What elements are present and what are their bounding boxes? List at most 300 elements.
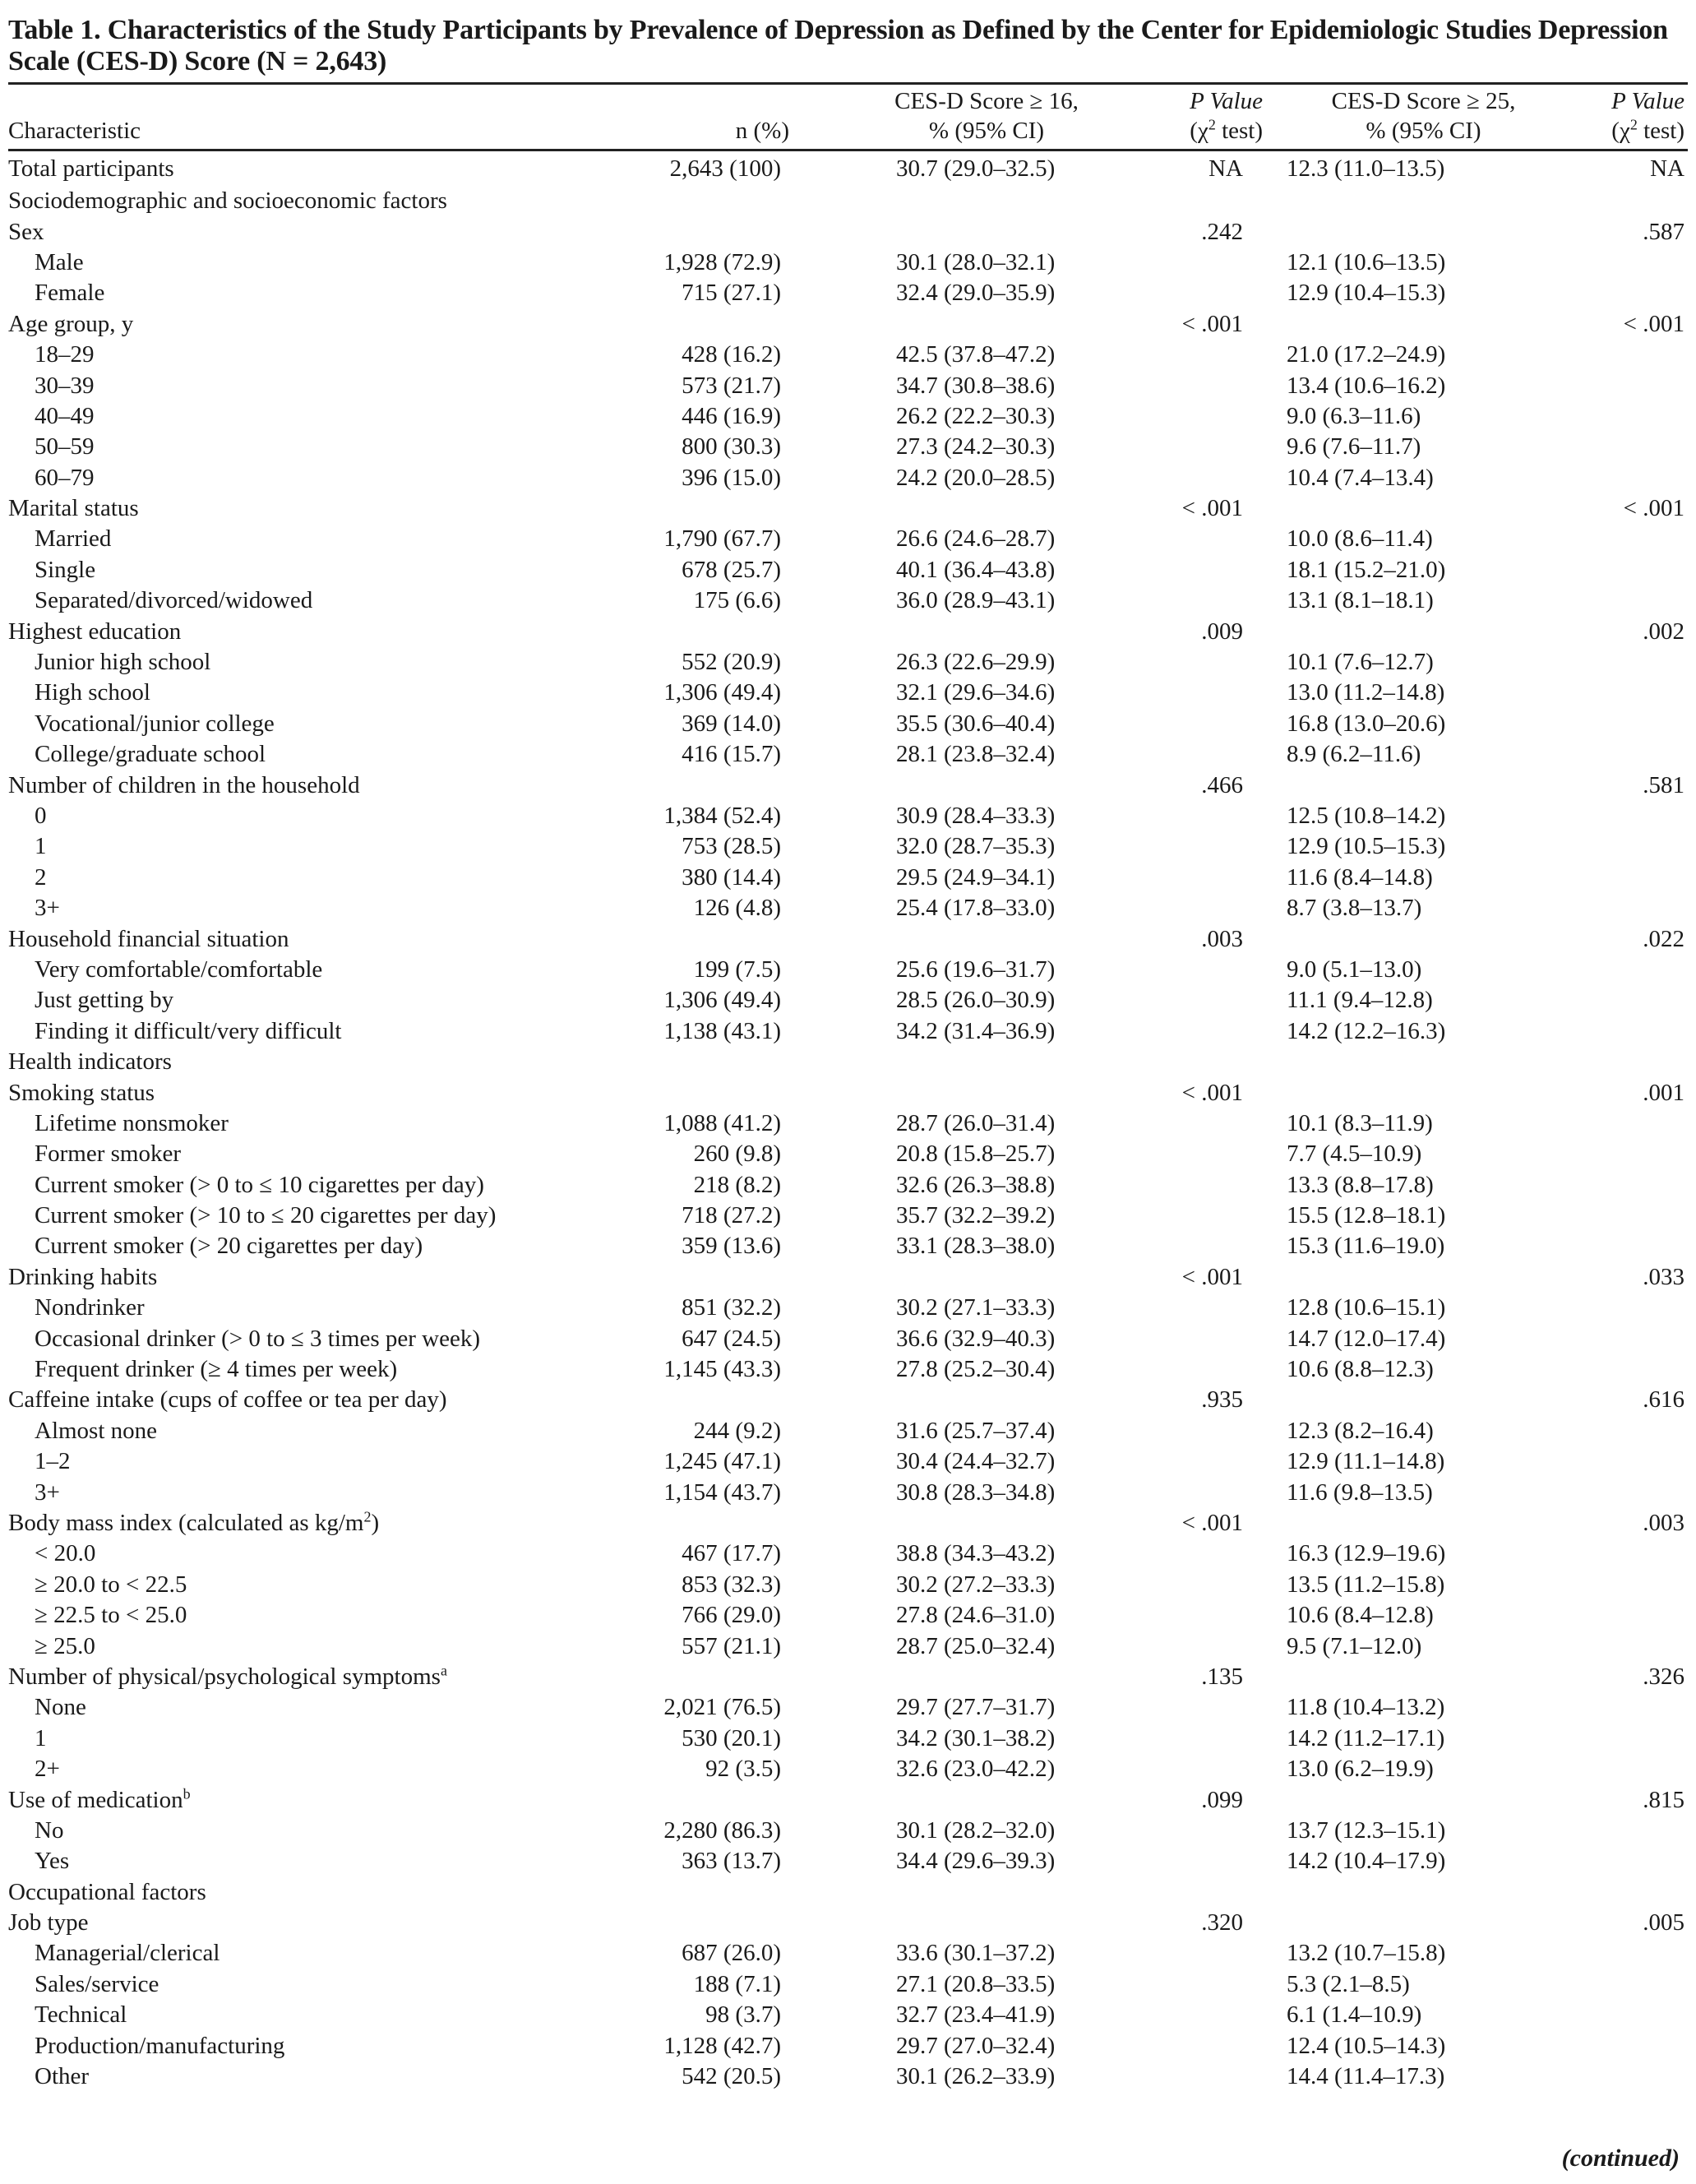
header-ces25-line1: CES-D Score ≥ 25, <box>1331 88 1516 114</box>
ces16-cell <box>822 1508 1151 1539</box>
p16-cell <box>1151 955 1266 985</box>
table-row <box>8 678 1688 708</box>
row-label-text: Sales/service <box>35 1970 159 1997</box>
p16-cell <box>1151 801 1266 831</box>
ces16-cell: 32.1 (29.6–34.6) <box>896 679 1056 706</box>
n-cell: 396 (15.0) <box>682 464 781 491</box>
row-label-text: Number of physical/psychological symptoms <box>8 1663 441 1690</box>
row-label <box>8 555 633 585</box>
ces16-cell: 26.2 (22.2–30.3) <box>896 402 1056 429</box>
ces25-cell: 16.8 (13.0–20.6) <box>1287 710 1446 737</box>
ces16-cell: 33.1 (28.3–38.0) <box>896 1233 1056 1260</box>
ces16-cell: 38.8 (34.3–43.2) <box>896 1540 1056 1567</box>
p16-cell <box>1151 1846 1266 1876</box>
n-cell: 369 (14.0) <box>682 710 781 737</box>
n-cell: 92 (3.5) <box>705 1756 781 1783</box>
row-label <box>8 1416 633 1446</box>
ces16-cell: 27.1 (20.8–33.5) <box>896 1970 1056 1997</box>
row-label-text: Finding it difficult/very difficult <box>35 1017 342 1044</box>
n-cell: 98 (3.7) <box>705 2001 781 2029</box>
p25-cell <box>1581 709 1688 739</box>
table-row <box>8 2030 1688 2061</box>
row-label <box>8 1077 633 1108</box>
p16-cell <box>1151 1108 1266 1139</box>
ces25-cell: 14.7 (12.0–17.4) <box>1287 1325 1446 1352</box>
p16-cell <box>1151 1724 1266 1754</box>
n-cell <box>633 616 822 646</box>
p25-cell <box>1581 1293 1688 1323</box>
header-p16 <box>1151 84 1266 150</box>
p25-cell: .815 <box>1643 1786 1684 1813</box>
p25-cell: .581 <box>1643 771 1684 798</box>
header-p16-line1: P Value <box>1190 88 1263 114</box>
row-label <box>8 1201 633 1231</box>
row-label-text: 30–39 <box>35 372 95 399</box>
p16-cell <box>1151 2030 1266 2061</box>
ces16-cell: 26.3 (22.6–29.9) <box>896 649 1056 676</box>
n-cell <box>633 1662 822 1692</box>
ces25-cell <box>1266 1077 1581 1108</box>
ces25-cell: 12.1 (10.6–13.5) <box>1287 248 1446 275</box>
ces25-cell <box>1266 770 1581 800</box>
row-label <box>8 2000 633 2030</box>
row-label-text: Occasional drinker (> 0 to ≤ 3 times per week) <box>35 1325 481 1352</box>
ces16-cell: 34.2 (31.4–36.9) <box>896 1017 1056 1044</box>
p25-cell <box>1581 340 1688 370</box>
ces25-cell: 13.2 (10.7–15.8) <box>1287 1940 1446 1967</box>
ces25-cell: 12.5 (10.8–14.2) <box>1287 803 1446 829</box>
row-label <box>8 893 633 923</box>
header-p16-line2: ($\chi^2$ test) <box>1190 116 1263 144</box>
continued-note: (continued) <box>1561 2145 1680 2172</box>
p25-cell <box>1581 1724 1688 1754</box>
p16-cell <box>1151 1416 1266 1446</box>
ces25-cell <box>1266 493 1581 524</box>
p16-cell <box>1151 1016 1266 1047</box>
footnote-marker: 2 <box>363 1508 372 1525</box>
p16-cell <box>1151 1969 1266 2000</box>
p16-cell <box>1151 524 1266 554</box>
row-label <box>8 1662 633 1692</box>
row-label <box>8 1938 633 1969</box>
table-row <box>8 1816 1688 1846</box>
category-row <box>8 1077 1688 1108</box>
p16-cell <box>1151 1570 1266 1600</box>
row-label <box>8 1570 633 1600</box>
p25-cell <box>1581 1938 1688 1969</box>
row-label <box>8 278 633 308</box>
p16-cell: < .001 <box>1181 1079 1243 1106</box>
p16-cell <box>1151 1600 1266 1631</box>
p25-cell <box>1581 1692 1688 1723</box>
header-p25 <box>1581 84 1688 150</box>
ces25-cell: 11.6 (8.4–14.8) <box>1287 863 1433 891</box>
p16-cell <box>1151 585 1266 616</box>
ces16-cell: 30.8 (28.3–34.8) <box>896 1478 1056 1506</box>
ces16-cell: 32.0 (28.7–35.3) <box>896 833 1056 860</box>
n-cell <box>633 1784 822 1815</box>
p25-cell <box>1581 801 1688 831</box>
n-cell: 800 (30.3) <box>682 433 781 460</box>
row-label-text: No <box>35 1816 64 1844</box>
p16-cell <box>1151 555 1266 585</box>
p16-cell: < .001 <box>1181 310 1243 337</box>
p25-cell <box>1581 1754 1688 1784</box>
p25-cell <box>1581 524 1688 554</box>
table-row <box>8 647 1688 678</box>
p25-cell: .002 <box>1643 618 1684 645</box>
p25-cell <box>1581 1170 1688 1201</box>
p25-cell <box>1581 432 1688 462</box>
row-label-text: Former smoker <box>35 1141 181 1168</box>
row-label-text: Lifetime nonsmoker <box>35 1109 229 1136</box>
p16-cell <box>1151 1754 1266 1784</box>
p16-cell: NA <box>1208 155 1243 182</box>
row-label-text: 1–2 <box>35 1448 71 1475</box>
section-row <box>8 186 1688 216</box>
n-cell: 687 (26.0) <box>682 1940 781 1967</box>
ces16-cell <box>822 923 1151 954</box>
category-row <box>8 493 1688 524</box>
row-label-text: High school <box>35 679 150 706</box>
ces16-cell: 36.6 (32.9–40.3) <box>896 1325 1056 1352</box>
header-n-label: n (%) <box>735 118 789 144</box>
table-row <box>8 248 1688 278</box>
p16-cell <box>1151 1692 1266 1723</box>
row-label <box>8 585 633 616</box>
header-n <box>633 84 822 150</box>
p25-cell <box>1581 1323 1688 1353</box>
ces25-cell: 18.1 (15.2–21.0) <box>1287 556 1446 583</box>
p25-cell: .003 <box>1643 1509 1684 1536</box>
ces25-cell: 15.5 (12.8–18.1) <box>1287 1202 1446 1229</box>
row-label <box>8 801 633 831</box>
ces25-cell: 11.6 (9.8–13.5) <box>1287 1478 1433 1506</box>
table-row <box>8 370 1688 400</box>
row-label <box>8 150 633 187</box>
ces16-cell <box>822 1262 1151 1293</box>
header-ces16 <box>822 84 1151 150</box>
n-cell: 557 (21.1) <box>682 1632 781 1659</box>
n-cell <box>633 770 822 800</box>
p16-cell <box>1151 278 1266 308</box>
n-cell: 678 (25.7) <box>682 556 781 583</box>
ces25-cell: 10.6 (8.8–12.3) <box>1287 1356 1434 1383</box>
ces25-cell: 14.2 (10.4–17.9) <box>1287 1848 1446 1875</box>
table-row <box>8 1969 1688 2000</box>
ces16-cell: 32.7 (23.4–41.9) <box>896 2001 1056 2029</box>
p25-cell <box>1581 1108 1688 1139</box>
ces25-cell: 5.3 (2.1–8.5) <box>1287 1970 1410 1997</box>
row-label <box>8 1231 633 1261</box>
row-label-text: College/graduate school <box>35 741 266 768</box>
ces16-cell: 28.7 (25.0–32.4) <box>896 1632 1056 1659</box>
row-label-text: Technical <box>35 2001 127 2029</box>
n-cell: 1,384 (52.4) <box>663 803 781 829</box>
row-label-text: Very comfortable/comfortable <box>35 956 323 983</box>
row-label-text: Caffeine intake (cups of coffee or tea per day) <box>8 1386 447 1414</box>
table-row <box>8 1323 1688 1353</box>
row-label-text: 18–29 <box>35 341 95 368</box>
section-row <box>8 1047 1688 1077</box>
p25-cell <box>1581 1201 1688 1231</box>
row-label-text: 1 <box>35 833 47 860</box>
row-label-text: Current smoker (> 10 to ≤ 20 cigarettes per day) <box>35 1202 497 1229</box>
p25-cell <box>1581 1016 1688 1047</box>
ces16-cell <box>822 616 1151 646</box>
ces16-cell: 32.6 (23.0–42.2) <box>896 1756 1056 1783</box>
table-title: Table 1. Characteristics of the Study Participants by Prevalence of Depression as Defined by the Center for Epidemiologic Studies Depression Scale (CES-D) Score (N = 2,643) <box>8 15 1668 76</box>
ces25-cell <box>1266 923 1581 954</box>
p25-cell <box>1581 1446 1688 1477</box>
row-label <box>8 923 633 954</box>
p16-cell <box>1151 1231 1266 1261</box>
ces25-cell: 10.0 (8.6–11.4) <box>1287 525 1433 553</box>
header-p25-line2: ($\chi^2$ test) <box>1611 116 1684 144</box>
p25-cell <box>1581 1969 1688 2000</box>
category-row <box>8 1784 1688 1815</box>
n-cell: 1,145 (43.3) <box>663 1356 781 1383</box>
ces25-cell: 9.0 (5.1–13.0) <box>1287 956 1422 983</box>
row-label-suffix: ) <box>371 1509 380 1536</box>
row-label-text: Married <box>35 525 112 553</box>
row-label <box>8 1354 633 1385</box>
header-ces16-line1: CES-D Score ≥ 16, <box>894 88 1079 114</box>
ces16-cell: 30.1 (28.0–32.1) <box>896 248 1056 275</box>
n-cell: 573 (21.7) <box>682 372 781 399</box>
ces16-cell: 27.8 (24.6–31.0) <box>896 1602 1056 1629</box>
ces25-cell: 13.0 (6.2–19.9) <box>1287 1756 1434 1783</box>
table-row <box>8 709 1688 739</box>
header-row <box>8 84 1688 150</box>
row-label-text: ≥ 25.0 <box>35 1632 95 1659</box>
row-label-text: Nondrinker <box>35 1294 145 1321</box>
p25-cell <box>1581 278 1688 308</box>
row-label-text: Male <box>35 248 84 275</box>
n-cell: 428 (16.2) <box>682 341 781 368</box>
row-label-text: Junior high school <box>35 649 211 676</box>
ces25-cell: 10.6 (8.4–12.8) <box>1287 1602 1434 1629</box>
row-label-text: Almost none <box>35 1417 158 1444</box>
n-cell: 1,790 (67.7) <box>663 525 781 553</box>
row-label <box>8 1969 633 2000</box>
n-cell: 552 (20.9) <box>682 649 781 676</box>
row-label-text: Number of children in the household <box>8 771 360 798</box>
characteristics-table <box>8 82 1688 2092</box>
p16-cell <box>1151 432 1266 462</box>
p25-cell <box>1581 1600 1688 1631</box>
ces16-cell: 27.3 (24.2–30.3) <box>896 433 1056 460</box>
row-label <box>8 863 633 893</box>
ces25-cell: 14.2 (11.2–17.1) <box>1287 1724 1445 1751</box>
row-label <box>8 709 633 739</box>
ces25-cell: 15.3 (11.6–19.0) <box>1287 1233 1445 1260</box>
ces16-cell <box>822 770 1151 800</box>
table-row <box>8 1570 1688 1600</box>
p25-cell <box>1581 1570 1688 1600</box>
n-cell: 647 (24.5) <box>682 1325 781 1352</box>
ces25-cell: 8.7 (3.8–13.7) <box>1287 895 1422 922</box>
row-label <box>8 340 633 370</box>
p25-cell <box>1581 893 1688 923</box>
ces16-cell: 27.8 (25.2–30.4) <box>896 1356 1056 1383</box>
section-label: Sociodemographic and socioeconomic factors <box>8 187 447 215</box>
ces25-cell <box>1266 1385 1581 1415</box>
n-cell: 446 (16.9) <box>682 402 781 429</box>
p25-cell <box>1581 1231 1688 1261</box>
n-cell: 718 (27.2) <box>682 1202 781 1229</box>
n-cell <box>633 309 822 340</box>
ces25-cell: 12.9 (10.4–15.3) <box>1287 280 1446 307</box>
row-label-text: Frequent drinker (≥ 4 times per week) <box>35 1356 398 1383</box>
n-cell <box>633 1077 822 1108</box>
row-label <box>8 1631 633 1661</box>
p16-cell: .003 <box>1201 925 1243 952</box>
n-cell: 1,128 (42.7) <box>663 2032 781 2059</box>
row-label <box>8 1784 633 1815</box>
p25-cell: < .001 <box>1623 495 1684 522</box>
n-cell: 542 (20.5) <box>682 2063 781 2090</box>
n-cell: 2,021 (76.5) <box>663 1694 781 1721</box>
row-label <box>8 432 633 462</box>
row-label <box>8 1816 633 1846</box>
table-row <box>8 463 1688 493</box>
table-row <box>8 1724 1688 1754</box>
n-cell: 1,306 (49.4) <box>663 679 781 706</box>
p16-cell: .320 <box>1201 1909 1243 1936</box>
row-label <box>8 1600 633 1631</box>
ces16-cell: 34.2 (30.1–38.2) <box>896 1724 1056 1751</box>
ces16-cell: 33.6 (30.1–37.2) <box>896 1940 1056 1967</box>
p25-cell: .001 <box>1643 1079 1684 1106</box>
table-row <box>8 863 1688 893</box>
p25-cell <box>1581 585 1688 616</box>
p16-cell: .935 <box>1201 1386 1243 1414</box>
row-label-text: Managerial/clerical <box>35 1940 220 1967</box>
row-label <box>8 524 633 554</box>
category-row <box>8 1385 1688 1415</box>
section-label: Health indicators <box>8 1048 172 1076</box>
p25-cell <box>1581 985 1688 1016</box>
category-row <box>8 1908 1688 1938</box>
p25-cell: .022 <box>1643 925 1684 952</box>
p16-cell <box>1151 1323 1266 1353</box>
p16-cell <box>1151 1539 1266 1569</box>
n-cell: 530 (20.1) <box>682 1724 781 1751</box>
row-label <box>8 1477 633 1507</box>
p25-cell <box>1581 2000 1688 2030</box>
table-row <box>8 801 1688 831</box>
table-row <box>8 278 1688 308</box>
n-cell: 1,154 (43.7) <box>663 1478 781 1506</box>
table-row <box>8 985 1688 1016</box>
p16-cell <box>1151 678 1266 708</box>
p16-cell <box>1151 647 1266 678</box>
ces25-cell: 10.1 (8.3–11.9) <box>1287 1109 1433 1136</box>
n-cell: 126 (4.8) <box>693 895 781 922</box>
p25-cell <box>1581 1354 1688 1385</box>
n-cell: 715 (27.1) <box>682 280 781 307</box>
row-label-text: 60–79 <box>35 464 95 491</box>
category-row <box>8 1508 1688 1539</box>
p25-cell <box>1581 1846 1688 1876</box>
row-label <box>8 493 633 524</box>
row-label-text: Highest education <box>8 618 182 645</box>
table-row <box>8 1539 1688 1569</box>
p25-cell <box>1581 1539 1688 1569</box>
ces16-cell: 28.5 (26.0–30.9) <box>896 987 1056 1014</box>
header-ces16-line2: % (95% CI) <box>928 118 1045 144</box>
ces25-cell <box>1266 1662 1581 1692</box>
ces16-cell: 28.7 (26.0–31.4) <box>896 1109 1056 1136</box>
section-label: Occupational factors <box>8 1878 206 1905</box>
ces25-cell: 11.1 (9.4–12.8) <box>1287 987 1433 1014</box>
table-row <box>8 955 1688 985</box>
ces16-cell: 35.5 (30.6–40.4) <box>896 710 1056 737</box>
row-label <box>8 647 633 678</box>
p25-cell <box>1581 678 1688 708</box>
table-row <box>8 1754 1688 1784</box>
row-label-text: 50–59 <box>35 433 95 460</box>
p16-cell <box>1151 370 1266 400</box>
n-cell: 1,306 (49.4) <box>663 987 781 1014</box>
p25-cell <box>1581 647 1688 678</box>
n-cell <box>633 1385 822 1415</box>
category-row <box>8 216 1688 247</box>
ces16-cell: 30.1 (28.2–32.0) <box>896 1816 1056 1844</box>
p16-cell: < .001 <box>1181 495 1243 522</box>
footnote-marker: a <box>440 1662 447 1679</box>
footnote-marker: b <box>183 1784 191 1802</box>
p16-cell: .135 <box>1201 1663 1243 1690</box>
row-label-text: Use of medication <box>8 1786 183 1813</box>
ces16-cell: 40.1 (36.4–43.8) <box>896 556 1056 583</box>
p25-cell <box>1581 2061 1688 2092</box>
ces25-cell: 11.8 (10.4–13.2) <box>1287 1694 1445 1721</box>
table-row <box>8 585 1688 616</box>
n-cell: 359 (13.6) <box>682 1233 781 1260</box>
p16-cell: .466 <box>1201 771 1243 798</box>
ces25-cell: 12.3 (11.0–13.5) <box>1287 155 1445 182</box>
ces25-cell: 12.3 (8.2–16.4) <box>1287 1417 1434 1444</box>
ces16-cell: 29.7 (27.7–31.7) <box>896 1694 1056 1721</box>
ces25-cell: 7.7 (4.5–10.9) <box>1287 1141 1422 1168</box>
category-row <box>8 770 1688 800</box>
n-cell: 363 (13.7) <box>682 1848 781 1875</box>
p25-cell <box>1581 463 1688 493</box>
row-label-text: Smoking status <box>8 1079 155 1106</box>
row-label-text: Separated/divorced/widowed <box>35 587 313 614</box>
ces16-cell <box>822 493 1151 524</box>
row-label-text: ≥ 22.5 to < 25.0 <box>35 1602 187 1629</box>
ces16-cell: 42.5 (37.8–47.2) <box>896 341 1056 368</box>
table-row <box>8 831 1688 862</box>
table-row <box>8 893 1688 923</box>
row-label-text: Job type <box>8 1909 89 1936</box>
ces25-cell <box>1266 616 1581 646</box>
row-label <box>8 1170 633 1201</box>
table-row <box>8 401 1688 432</box>
ces25-cell <box>1266 1508 1581 1539</box>
p25-cell <box>1581 248 1688 278</box>
ces25-cell: 12.9 (11.1–14.8) <box>1287 1448 1445 1475</box>
ces16-cell <box>822 1385 1151 1415</box>
table-header <box>8 84 1688 150</box>
table-row <box>8 1416 1688 1446</box>
p16-cell <box>1151 739 1266 770</box>
row-label <box>8 1108 633 1139</box>
ces25-cell <box>1266 1908 1581 1938</box>
